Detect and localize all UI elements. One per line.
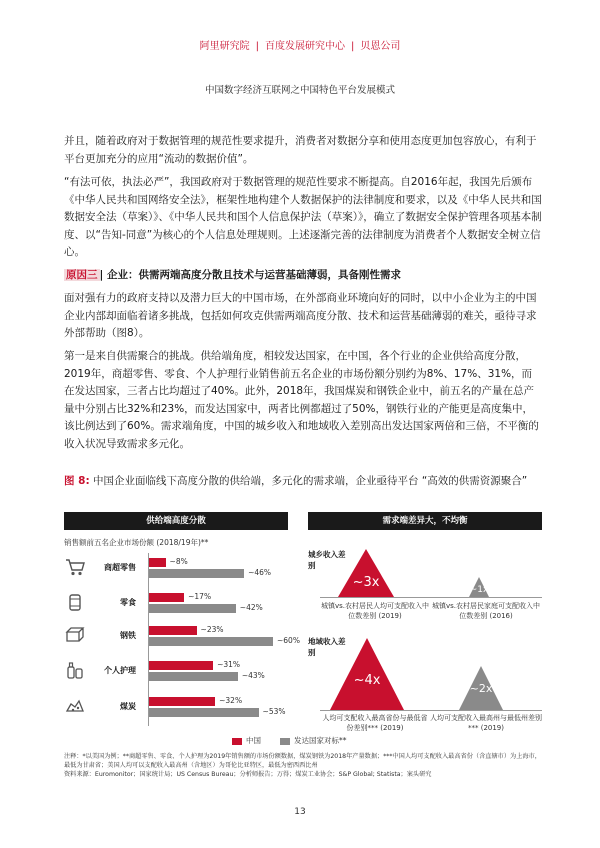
report-subtitle: 中国数字经济互联网之中国特色平台发展模式 [204, 85, 395, 96]
figure-notes [64, 752, 542, 779]
bar-developed-personal-care [149, 672, 238, 681]
value-label-china-coal: ~32% [219, 696, 243, 705]
value-regional-china: ~4x [353, 673, 381, 688]
bar-developed-retail [149, 569, 244, 578]
legend-china-swatch [232, 738, 242, 745]
header-separator: | [351, 41, 355, 52]
value-label-developed-coal: ~53% [262, 707, 286, 716]
paragraph-2: “有法可依，执法必严”，我国政府对于数据管理的规范性要求不断提高。自2016年起，我国先后颁布《中华人民共和国网络安全法》，框架性地构建个人数据保护的法律制度和要求，以及《中华人民共和国数据安全法（草案）》、《中华人民共和国个人信息保护法（草案）》，确立了数据安全保护管理各项基本制度、以“告知-同意”为核心的个人信息处理规则。上述逐渐完善的法律制度为消费者个人数据安全树立信心。 [64, 176, 542, 258]
personal-care-icon [64, 659, 86, 681]
caption-urban-rural-china: 城镇vs.农村居民人均可支配收入中位数差别 (2019) [320, 602, 429, 620]
caption-urban-rural-developed: 城镇vs.农村居民家庭可支配收入中位数差别 (2016) [431, 602, 540, 620]
legend-developed-swatch [280, 738, 290, 745]
regional-baseline [320, 710, 542, 711]
paragraph-1: 并且，随着政府对于数据管理的规范性要求提升，消费者对数据分享和使用态度更加包容放心，有利于平台更加充分的应用“流动的数据价值”。 [64, 135, 537, 165]
figure-caption: 中国企业面临线下高度分散的供给端，多元化的需求端，企业亟待平台 “高效的供需资源聚合” [93, 475, 528, 487]
bar-china-snack [149, 593, 184, 602]
left-axis-title: 销售额前五名企业市场份额 (2018/19年)** [64, 538, 209, 547]
bar-developed-steel [149, 637, 273, 646]
org-bain: 贝恩公司 [360, 41, 401, 52]
note-line-1: 注释：*以美国为例；**商超零售、零食、个人护理为2019年销售额的市场份额数据，煤炭钢铁为2018年产量数据；***中国人均可支配收入最高省份（含直辖市）为上海市，最低为甘肃省；美国人均可以支配收入最高州（含地区）为哥伦比亚特区，最低为密西西比州 [64, 753, 541, 769]
group-label-regional: 地域收入差别 [308, 637, 346, 657]
value-label-china-personal-care: ~31% [217, 660, 241, 669]
value-label-developed-retail: ~46% [248, 568, 272, 577]
category-label-coal: 煤炭 [120, 702, 136, 711]
category-label-snack: 零食 [120, 598, 136, 607]
bar-china-personal-care [149, 661, 213, 670]
bar-china-steel [149, 626, 197, 635]
value-label-china-steel: ~23% [200, 625, 224, 634]
caption-regional-china: 人均可支配收入最高省份与最低省份差别*** (2019) [322, 714, 428, 732]
value-label-china-retail: ~8% [169, 557, 188, 566]
snack-icon [64, 591, 86, 613]
figure-number: 图 8: [64, 475, 90, 487]
section-tag: 原因三 [66, 269, 98, 281]
category-label-steel: 钢铁 [120, 631, 136, 640]
shopping-cart-icon [64, 556, 86, 578]
right-panel-title: 需求端差异大，不均衡 [308, 512, 542, 530]
category-label-retail: 商超零售 [104, 563, 136, 572]
bar-china-retail [149, 558, 166, 567]
bar-china-coal [149, 697, 215, 706]
steel-icon [64, 624, 86, 646]
value-urban-rural-china: ~3x [352, 575, 380, 590]
value-label-developed-personal-care: ~43% [241, 671, 265, 680]
value-label-china-snack: ~17% [188, 592, 212, 601]
figure-title [64, 473, 542, 488]
section-heading [64, 267, 542, 283]
coal-icon [64, 695, 86, 717]
org-baidu: 百度发展研究中心 [265, 41, 345, 52]
group-label-urban-rural: 城乡收入差别 [308, 550, 346, 570]
caption-regional-developed: 人均可支配收入最高州与最低州差别*** (2019) [430, 714, 542, 732]
value-label-developed-steel: ~60% [277, 636, 300, 645]
page-number: 13 [294, 807, 306, 817]
report-header-orgs [0, 37, 600, 52]
legend-china: 中国 [232, 735, 261, 746]
bar-developed-coal [149, 708, 259, 717]
bar-developed-snack [149, 604, 236, 613]
left-panel-title: 供给端高度分散 [64, 512, 288, 530]
category-label-personal-care: 个人护理 [104, 666, 136, 675]
value-urban-rural-developed: ~1x [469, 585, 489, 595]
paragraph-4: 第一是来自供需聚合的挑战。供给端角度，相较发达国家，在中国，各个行业的企业供给高度分散，2019年，商超零售、零食、个人护理行业销售前五名企业的市场份额分别约为8%、17%、31%，而在发达国家，三者占比均超过了40%。此外，2018年，我国煤炭和钢铁企业中，前五名的产量在总产量中分别占比32%和23%，而发达国家中，两者比例都超过了50%，钢铁行业的产能更是高度集中，该比例达到了60%。需求端角度，中国的城乡收入和地域收入差别高出发达国家两倍和三倍，不平衡的收入状况导致需求多元化。 [64, 350, 539, 450]
paragraph-3: 面对强有力的政府支持以及潜力巨大的中国市场，在外部商业环境向好的同时，以中小企业为主的中国企业内部却面临着诸多挑战，包括如何攻克供需两端高度分散、技术和运营基础薄弱的难关，亟待寻求外部帮助（图8）。 [64, 292, 537, 339]
org-alibaba: 阿里研究院 [199, 41, 250, 52]
header-separator: | [255, 41, 259, 52]
section-title: | 企业：供需两端高度分散且技术与运营基础薄弱，具备刚性需求 [99, 269, 401, 281]
urban-rural-baseline [320, 597, 542, 598]
note-sources: 资料来源：Euromonitor；国家统计局；US Census Bureau；分析师报告；万得；煤炭工业协会；S&P Global; Statista；案头研究 [64, 771, 432, 778]
value-label-developed-snack: ~42% [239, 603, 263, 612]
value-regional-developed: ~2x [469, 682, 493, 695]
legend-developed: 发达国家对标** [280, 735, 347, 746]
